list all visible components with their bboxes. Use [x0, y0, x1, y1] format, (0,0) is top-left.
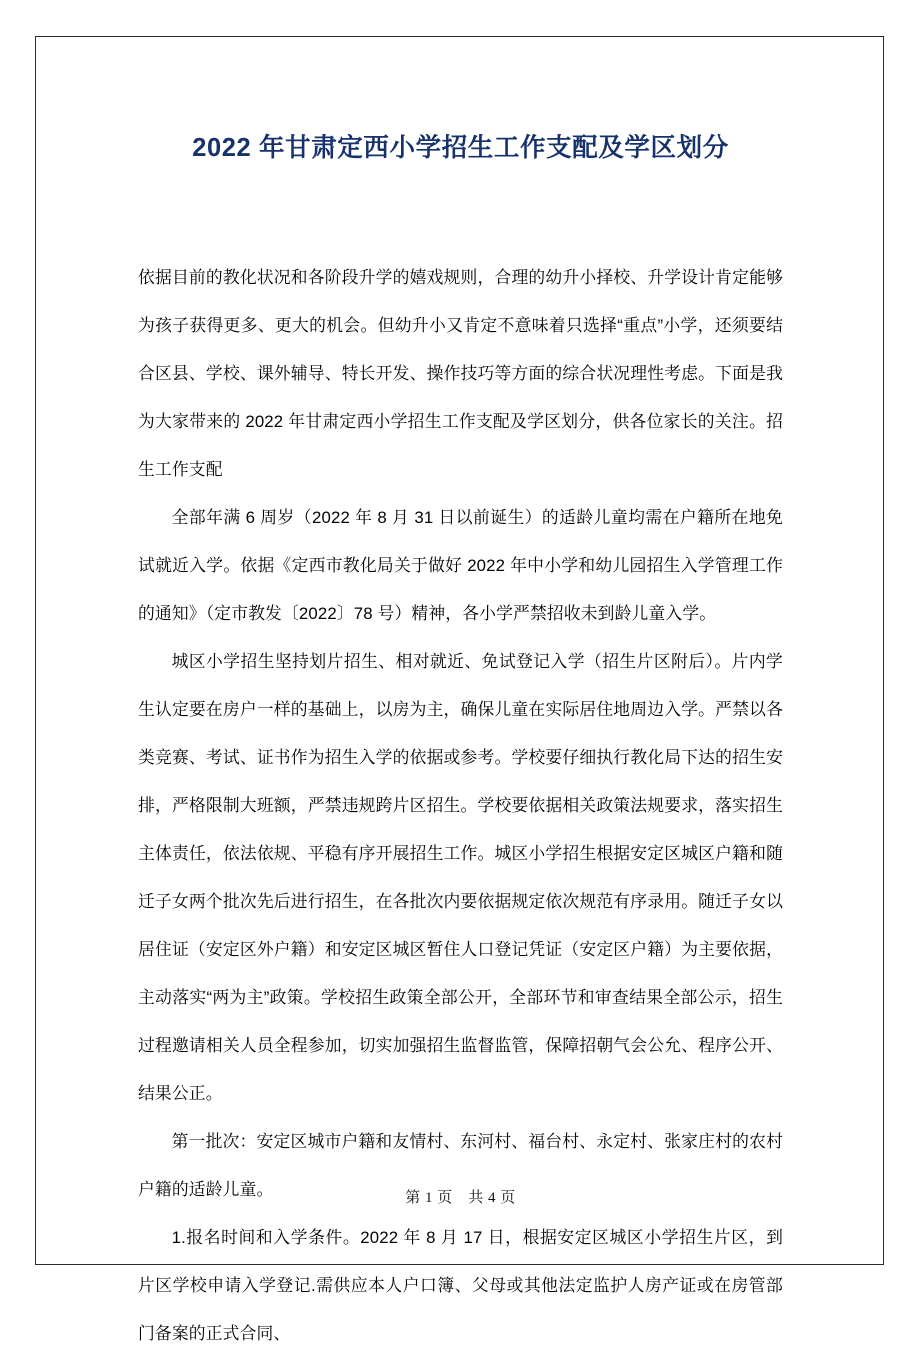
paragraph-registration-time: 1.报名时间和入学条件。2022 年 8 月 17 日，根据安定区城区小学招生片区，到片区学校申请入学登记.需供应本人户口簿、父母或其他法定监护人房产证或在房管部门备案的正式合同、 [138, 1228, 783, 1343]
page-title: 2022 年甘肃定西小学招生工作支配及学区划分 [192, 134, 729, 162]
paragraph-intro: 依据目前的教化状况和各阶段升学的嬉戏规则，合理的幼升小择校、升学设计肯定能够为孩子获得更多、更大的机会。但幼升小又肯定不意味着只选择“重点”小学，还须要结合区县、学校、课外辅导、特长开发、操作技巧等方面的综合状况理性考虑。下面是我为大家带来的 2022 年甘肃定西小学招生工作支配及学区划分，供各位家长的关注。招生工作支配 [138, 268, 783, 479]
paragraph-first-batch: 第一批次：安定区城市户籍和友情村、东河村、福台村、永定村、张家庄村的农村户籍的适龄儿童。 [138, 1132, 783, 1199]
page-content-area [138, 36, 783, 1343]
paragraph-age-requirement: 全部年满 6 周岁（2022 年 8 月 31 日以前诞生）的适龄儿童均需在户籍所在地免试就近入学。依据《定西市教化局关于做好 2022 年中小学和幼儿园招生入学管理工作的通知》（定市教发〔2022〕78 号）精神，各小学严禁招收未到龄儿童入学。 [138, 508, 783, 623]
page-footer: 第 1 页 共 4 页 [405, 1190, 516, 1206]
paragraph-enrollment-policy: 城区小学招生坚持划片招生、相对就近、免试登记入学（招生片区附后）。片内学生认定要在房户一样的基础上，以房为主，确保儿童在实际居住地周边入学。严禁以各类竞赛、考试、证书作为招生入学的依据或参考。学校要仔细执行教化局下达的招生安排，严格限制大班额，严禁违规跨片区招生。学校要依据相关政策法规要求，落实招生主体责任，依法依规、平稳有序开展招生工作。城区小学招生根据安定区城区户籍和随迁子女两个批次先后进行招生，在各批次内要依据规定依次规范有序录用。随迁子女以居住证（安定区外户籍）和安定区城区暂住人口登记凭证（安定区户籍）为主要依据，主动落实“两为主”政策。学校招生政策全部公开，全部环节和审查结果全部公示，招生过程邀请相关人员全程参加，切实加强招生监督监管，保障招朝气会公允、程序公开、结果公正。 [138, 652, 783, 1103]
